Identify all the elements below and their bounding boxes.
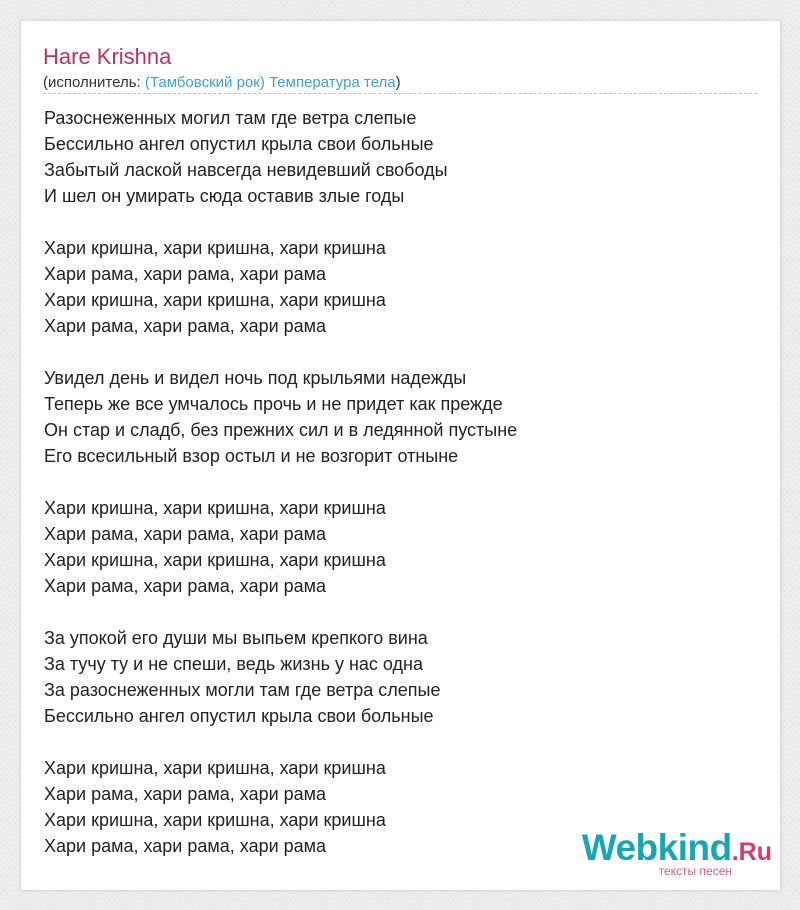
lyric-line: И шел он умирать сюда оставив злые годы bbox=[44, 186, 405, 206]
stanza-break bbox=[44, 729, 517, 755]
lyric-line: Он стар и сладб, без прежних сил и в ледянной пустыне bbox=[44, 420, 518, 440]
lyric-line: Теперь же все умчалось прочь и не придет как прежде bbox=[44, 394, 503, 414]
lyric-line: Хари рама, хари рама, хари рама bbox=[44, 524, 327, 544]
lyrics-card bbox=[20, 20, 781, 891]
artist-link[interactable]: (Тамбовский рок) Температура тела bbox=[144, 74, 396, 91]
lyric-line: Хари кришна, хари кришна, хари кришна bbox=[44, 498, 386, 518]
lyric-line: Хари рама, хари рама, хари рама bbox=[44, 836, 327, 856]
logo-domain: .Ru bbox=[731, 838, 772, 866]
stanza-break bbox=[44, 339, 517, 365]
lyric-line: Хари рама, хари рама, хари рама bbox=[44, 316, 327, 336]
lyric-line: Его всесильный взор остыл и не возгорит отныне bbox=[44, 446, 459, 466]
logo-tagline: тексты песен bbox=[658, 864, 732, 878]
artist-suffix: ) bbox=[395, 74, 401, 91]
title-divider bbox=[43, 93, 757, 94]
lyrics-text bbox=[44, 105, 517, 859]
lyric-line: Хари рама, хари рама, хари рама bbox=[44, 264, 327, 284]
site-logo[interactable] bbox=[572, 828, 772, 884]
lyric-line: Хари рама, хари рама, хари рама bbox=[44, 576, 327, 596]
lyric-line: Хари кришна, хари кришна, хари кришна bbox=[44, 758, 386, 778]
logo-name: Webkind bbox=[581, 827, 732, 868]
song-title: Hare Krishna bbox=[43, 44, 172, 69]
lyric-line: Бессильно ангел опустил крыла свои больные bbox=[44, 134, 434, 154]
lyric-line: Хари кришна, хари кришна, хари кришна bbox=[44, 550, 386, 570]
song-meta bbox=[43, 73, 401, 93]
lyric-line: За разоснеженных могли там где ветра слепые bbox=[44, 680, 441, 700]
stanza-break bbox=[44, 209, 517, 235]
lyric-line: Хари кришна, хари кришна, хари кришна bbox=[44, 810, 386, 830]
lyric-line: За тучу ту и не спеши, ведь жизнь у нас одна bbox=[44, 654, 423, 674]
lyric-line: Разоснеженных могил там где ветра слепые bbox=[44, 108, 417, 128]
stanza-break bbox=[44, 599, 517, 625]
lyric-line: Хари кришна, хари кришна, хари кришна bbox=[44, 238, 386, 258]
lyric-line: Забытый лаской навсегда невидевший свободы bbox=[44, 160, 448, 180]
artist-prefix: (исполнитель: bbox=[43, 74, 145, 91]
lyric-line: Хари рама, хари рама, хари рама bbox=[44, 784, 327, 804]
lyric-line: Хари кришна, хари кришна, хари кришна bbox=[44, 290, 386, 310]
lyric-line: Увидел день и видел ночь под крыльями надежды bbox=[44, 368, 467, 388]
lyric-line: За упокой его души мы выпьем крепкого вина bbox=[44, 628, 428, 648]
lyric-line: Бессильно ангел опустил крыла свои больные bbox=[44, 706, 434, 726]
stanza-break bbox=[44, 469, 517, 495]
